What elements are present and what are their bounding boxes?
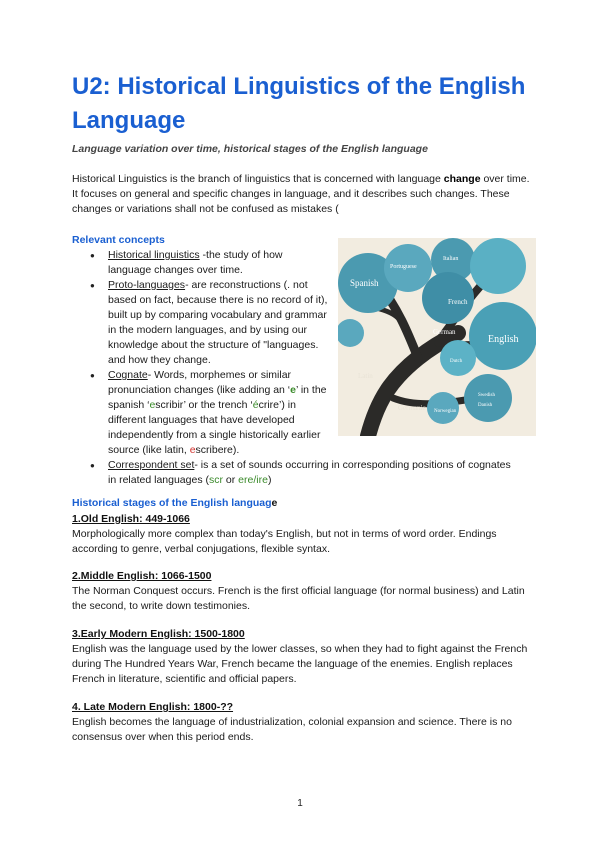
concept-text: crire’) in different languages that have developed independently from a single historically earlier source (like latin, xyxy=(108,399,321,456)
concept-text: - Words, morphemes or similar pronunciation changes (like adding an ‘ xyxy=(108,369,292,396)
highlight-letter: e xyxy=(149,399,156,411)
stage-title: 4. Late Modern English: 1800-?? xyxy=(72,701,234,713)
concept-text: or xyxy=(223,474,239,486)
stage-text: Morphologically more complex than today's English, but not in terms of word order. Endings according to genre, verbal conjugations, flexible syntax. xyxy=(72,528,497,555)
highlight-letter: e xyxy=(189,444,196,456)
concept-item xyxy=(88,248,328,278)
concept-text: - are reconstructions (. not based on fact, because there is no record of it), built up by comparing vocabulary and grammar in the modern languages, and by using our knowledge about the structure of "languages. and how they change. xyxy=(108,279,328,366)
tree-label: French xyxy=(448,298,468,306)
concept-text: -the study of how language changes over time. xyxy=(108,249,283,276)
concept-text: ’ in the spanish ‘ xyxy=(108,384,327,411)
tree-label: German xyxy=(433,328,456,336)
tree-label: Norwegian xyxy=(434,409,457,414)
tree-label: Italian xyxy=(443,256,459,262)
stage-title: 3.Early Modern English: 1500-1800 xyxy=(72,628,245,640)
concept-text: scribir’ or the trench ‘ xyxy=(155,399,253,411)
language-tree-illustration xyxy=(338,238,536,436)
concept-text: scribere). xyxy=(195,444,240,456)
concept-text: ) xyxy=(267,474,272,486)
tree-label: English xyxy=(488,334,519,345)
concept-item xyxy=(88,458,518,488)
concept-term: Proto-languages xyxy=(108,279,186,291)
highlight-text: scr xyxy=(209,474,223,486)
intro-text-before: Historical Linguistics is the branch of linguistics that is concerned with language xyxy=(72,173,444,185)
tree-label: Latin xyxy=(358,372,373,380)
page-subtitle: Language variation over time, historical stages of the English language xyxy=(72,143,428,155)
concept-item xyxy=(88,278,328,368)
stages-heading-tail: e xyxy=(271,497,278,509)
page-title: U2: Historical Linguistics of the English Language xyxy=(72,73,526,134)
highlight-letter: e xyxy=(290,384,296,396)
stage-text: The Norman Conquest occurs. French is the first official language (for normal business) and Latin the second, to write down testimonies. xyxy=(72,585,525,612)
tree-label: Germanic xyxy=(398,404,426,412)
concept-item xyxy=(88,368,328,458)
concepts-heading: Relevant concepts xyxy=(72,234,165,246)
intro-text-after: over time. It focuses on general and specific changes in language, and it describes such changes. These changes or variations shall not be confused as mistakes ( xyxy=(72,173,530,215)
stages-heading xyxy=(72,497,277,509)
highlight-text: ere/ire xyxy=(238,474,268,486)
intro-bold-word: change xyxy=(443,173,481,185)
stage-title: 1.Old English: 449-1066 xyxy=(72,513,190,525)
stage-title: 2.Middle English: 1066-1500 xyxy=(72,570,212,582)
concept-term: Correspondent set xyxy=(108,459,195,471)
tree-label: Dutch xyxy=(450,359,463,364)
stages-heading-text: Historical stages of the English languag xyxy=(72,497,272,509)
highlight-letter: é xyxy=(252,399,259,411)
page-number: 1 xyxy=(297,798,303,809)
intro-paragraph xyxy=(72,172,534,217)
concept-term: Historical linguistics xyxy=(108,249,200,261)
concept-text: - is a set of sounds occurring in corresponding positions of cognates in related languages ( xyxy=(108,459,511,486)
tree-label: Swedish xyxy=(478,393,495,398)
stage-text: English was the language used by the lower classes, so when they had to fight against the French during The Hundred Years War, French became the language of the enemies. English replaces French in literature, scientific and official papers. xyxy=(72,643,528,685)
tree-label: Spanish xyxy=(350,278,379,288)
concept-term: Cognate xyxy=(108,369,148,381)
stage-text: English becomes the language of industrialization, colonial expansion and science. There is no consensus over when this period ends. xyxy=(72,716,512,743)
tree-label: Portuguese xyxy=(390,264,417,270)
tree-label: Danish xyxy=(478,403,493,408)
